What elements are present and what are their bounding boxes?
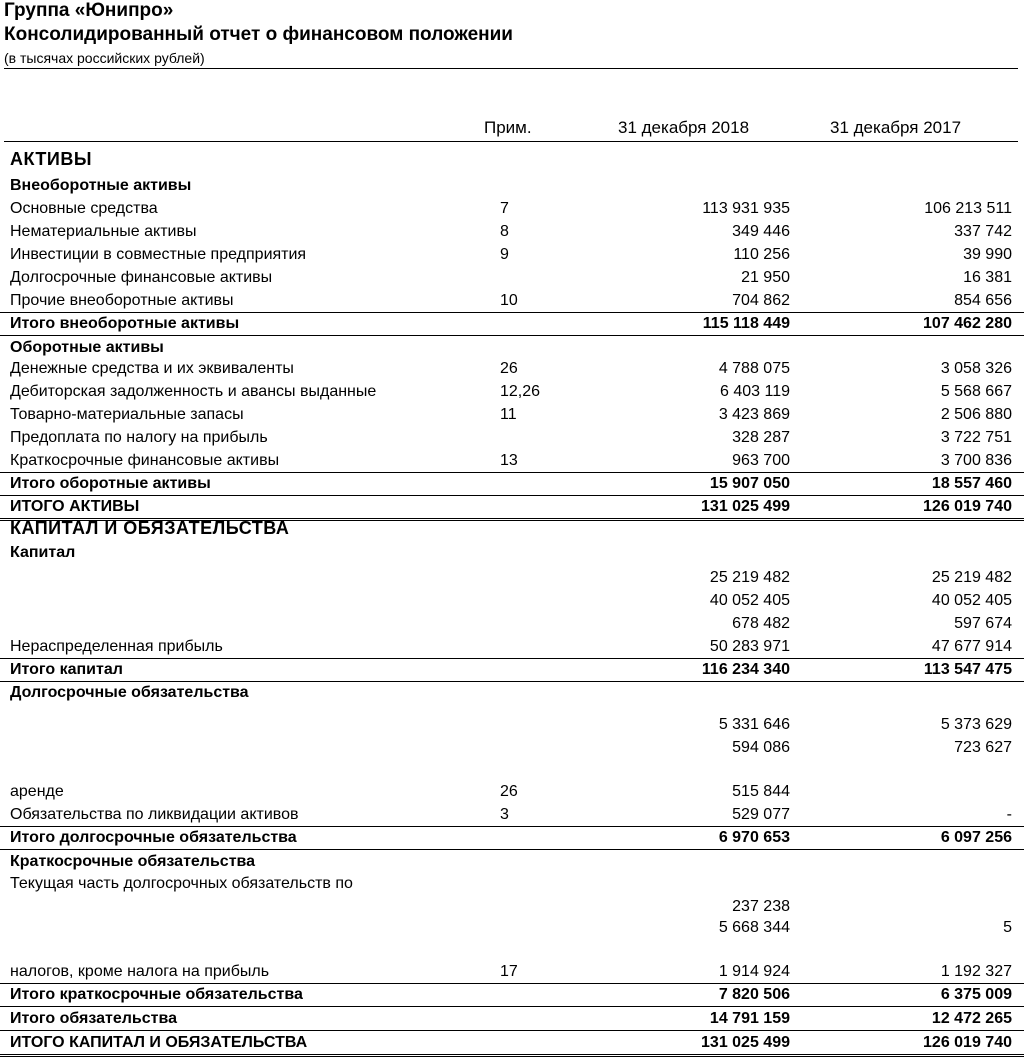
row-value-2017: 5 373 629 — [940, 716, 1012, 733]
row-label: Итого капитал — [10, 661, 123, 678]
table-row — [0, 381, 1024, 403]
units-caption: (в тысячах российских рублей) — [4, 50, 205, 66]
row-value-2017: 18 557 460 — [931, 475, 1012, 492]
table-row — [0, 781, 1024, 803]
row-note: 17 — [500, 963, 518, 980]
subsection-heading — [0, 175, 1024, 197]
total-row — [0, 984, 1024, 1007]
row-value-2018: 115 118 449 — [702, 315, 790, 332]
row-label: Итого краткосрочные обязательства — [10, 986, 303, 1003]
row-label: КАПИТАЛ И ОБЯЗАТЕЛЬСТВА — [10, 518, 290, 538]
row-value-2018: 328 287 — [732, 429, 790, 446]
row-label: ИТОГО КАПИТАЛ И ОБЯЗАТЕЛЬСТВА — [10, 1034, 308, 1051]
row-label: Итого долгосрочные обязательства — [10, 829, 297, 846]
row-label: Внеоборотные активы — [10, 177, 192, 194]
row-value-2018: 15 907 050 — [709, 475, 790, 492]
row-value-2017: 2 506 880 — [940, 406, 1012, 423]
row-label: Обязательства по ликвидации активов — [10, 806, 299, 823]
row-value-2017: 1 192 327 — [940, 963, 1012, 980]
row-note: 12,26 — [500, 383, 541, 400]
row-value-2018: 5 668 344 — [718, 919, 790, 936]
row-label: налогов, кроме налога на прибыль — [10, 963, 270, 980]
row-label: Товарно-материальные запасы — [10, 406, 244, 423]
row-label: Нераспределенная прибыль — [10, 638, 223, 655]
subsection-heading — [0, 542, 1024, 564]
row-note: 13 — [500, 452, 518, 469]
row-note: 9 — [500, 246, 509, 263]
table-row — [0, 714, 1024, 736]
row-value-2017: 3 700 836 — [940, 452, 1012, 469]
table-row — [0, 961, 1024, 984]
row-value-2018: 4 788 075 — [718, 360, 790, 377]
row-label: Основные средства — [10, 200, 158, 217]
table-row — [0, 873, 1024, 895]
row-value-2017: - — [1006, 806, 1012, 823]
row-note: 26 — [500, 360, 518, 377]
row-value-2017: 25 219 482 — [931, 569, 1012, 586]
row-value-2018: 40 052 405 — [709, 592, 790, 609]
row-value-2017: 3 722 751 — [940, 429, 1012, 446]
row-value-2017: 113 547 475 — [923, 661, 1012, 678]
row-value-2018: 7 820 506 — [718, 986, 790, 1003]
row-value-2018: 50 283 971 — [709, 638, 790, 655]
total-row — [0, 659, 1024, 682]
row-value-2018: 3 423 869 — [718, 406, 790, 423]
table-row — [0, 613, 1024, 635]
row-label: Краткосрочные финансовые активы — [10, 452, 280, 469]
row-label: Краткосрочные обязательства — [10, 853, 256, 870]
table-row — [0, 290, 1024, 313]
row-value-2018: 14 791 159 — [709, 1010, 790, 1027]
column-header-2017: 31 декабря 2017 — [830, 118, 962, 137]
table-row — [0, 636, 1024, 659]
total-row — [0, 1008, 1024, 1031]
row-label: Итого обязательства — [10, 1010, 177, 1027]
table-row — [0, 450, 1024, 473]
row-value-2017: 337 742 — [954, 223, 1012, 240]
row-label: Инвестиции в совместные предприятия — [10, 246, 307, 263]
row-label: Итого оборотные активы — [10, 475, 211, 492]
row-label: Капитал — [10, 544, 76, 561]
column-header-2018: 31 декабря 2018 — [618, 118, 750, 137]
table-row — [0, 198, 1024, 220]
row-value-2018: 6 403 119 — [720, 383, 790, 400]
table-row — [0, 804, 1024, 827]
row-value-2017: 597 674 — [954, 615, 1012, 632]
row-value-2017: 854 656 — [954, 292, 1012, 309]
row-value-2018: 1 914 924 — [718, 963, 790, 980]
row-value-2018: 678 482 — [732, 615, 790, 632]
row-value-2018: 529 077 — [732, 806, 790, 823]
row-value-2018: 963 700 — [732, 452, 790, 469]
row-value-2017: 107 462 280 — [923, 315, 1012, 332]
row-note: 8 — [500, 223, 509, 240]
row-value-2018: 237 238 — [732, 898, 790, 915]
row-label: Итого внеоборотные активы — [10, 315, 240, 332]
subsection-heading — [0, 337, 1024, 359]
row-note: 26 — [500, 783, 518, 800]
company-name: Группа «Юнипро» — [4, 0, 174, 21]
report-title: Консолидированный отчет о финансовом положении — [4, 24, 513, 45]
row-value-2017: 126 019 740 — [923, 1034, 1012, 1051]
row-value-2017: 5 — [1003, 919, 1012, 936]
row-label: аренде — [10, 783, 64, 800]
row-label: Дебиторская задолженность и авансы выданные — [10, 383, 377, 400]
row-value-2018: 131 025 499 — [701, 498, 790, 515]
row-note: 3 — [500, 806, 509, 823]
table-row — [0, 737, 1024, 759]
row-value-2018: 131 025 499 — [701, 1034, 790, 1051]
row-value-2017: 5 568 667 — [940, 383, 1012, 400]
table-row — [0, 590, 1024, 612]
table-row — [0, 221, 1024, 243]
row-note: 10 — [500, 292, 518, 309]
row-value-2017: 6 375 009 — [940, 986, 1012, 1003]
column-header-note: Прим. — [484, 118, 532, 137]
row-label: Денежные средства и их эквиваленты — [10, 360, 294, 377]
row-value-2017: 723 627 — [954, 739, 1012, 756]
section-heading — [0, 519, 1024, 541]
row-note: 11 — [500, 406, 517, 423]
row-value-2018: 594 086 — [732, 739, 790, 756]
row-value-2017: 106 213 511 — [924, 200, 1012, 217]
table-row — [0, 404, 1024, 426]
row-value-2017: 6 097 256 — [940, 829, 1012, 846]
subsection-heading — [0, 851, 1024, 873]
subsection-heading — [0, 682, 1024, 704]
row-value-2017: 12 472 265 — [931, 1010, 1012, 1027]
total-row — [0, 473, 1024, 496]
row-label: ИТОГО АКТИВЫ — [10, 498, 140, 515]
row-value-2017: 39 990 — [963, 246, 1012, 263]
table-row — [0, 427, 1024, 449]
section-heading — [0, 150, 1024, 172]
row-value-2017: 47 677 914 — [931, 638, 1012, 655]
table-row — [0, 267, 1024, 289]
total-row — [0, 827, 1024, 850]
row-value-2017: 40 052 405 — [931, 592, 1012, 609]
row-value-2017: 3 058 326 — [940, 360, 1012, 377]
row-label: Прочие внеоборотные активы — [10, 292, 234, 309]
table-row — [0, 244, 1024, 266]
row-label: Предоплата по налогу на прибыль — [10, 429, 268, 446]
row-value-2018: 25 219 482 — [709, 569, 790, 586]
row-value-2018: 704 862 — [732, 292, 790, 309]
row-value-2017: 16 381 — [963, 269, 1012, 286]
total-row — [0, 1032, 1024, 1057]
row-label: Долгосрочные финансовые активы — [10, 269, 273, 286]
total-row — [0, 313, 1024, 336]
row-value-2018: 349 446 — [732, 223, 790, 240]
row-label: Оборотные активы — [10, 339, 164, 356]
row-note: 7 — [500, 200, 509, 217]
table-row — [0, 917, 1024, 939]
row-value-2018: 515 844 — [732, 783, 790, 800]
row-value-2018: 113 931 935 — [702, 200, 790, 217]
row-value-2018: 116 234 340 — [701, 661, 790, 678]
row-value-2018: 6 970 653 — [718, 829, 790, 846]
row-label: Долгосрочные обязательства — [10, 684, 249, 701]
row-label: Текущая часть долгосрочных обязательств по — [10, 875, 353, 892]
row-value-2018: 110 256 — [733, 246, 790, 263]
table-row — [0, 358, 1024, 380]
row-value-2018: 5 331 646 — [718, 716, 790, 733]
row-value-2017: 126 019 740 — [923, 498, 1012, 515]
row-label: Нематериальные активы — [10, 223, 197, 240]
table-row — [0, 567, 1024, 589]
row-value-2018: 21 950 — [741, 269, 790, 286]
row-label: АКТИВЫ — [10, 149, 92, 169]
table-row — [0, 896, 1024, 918]
